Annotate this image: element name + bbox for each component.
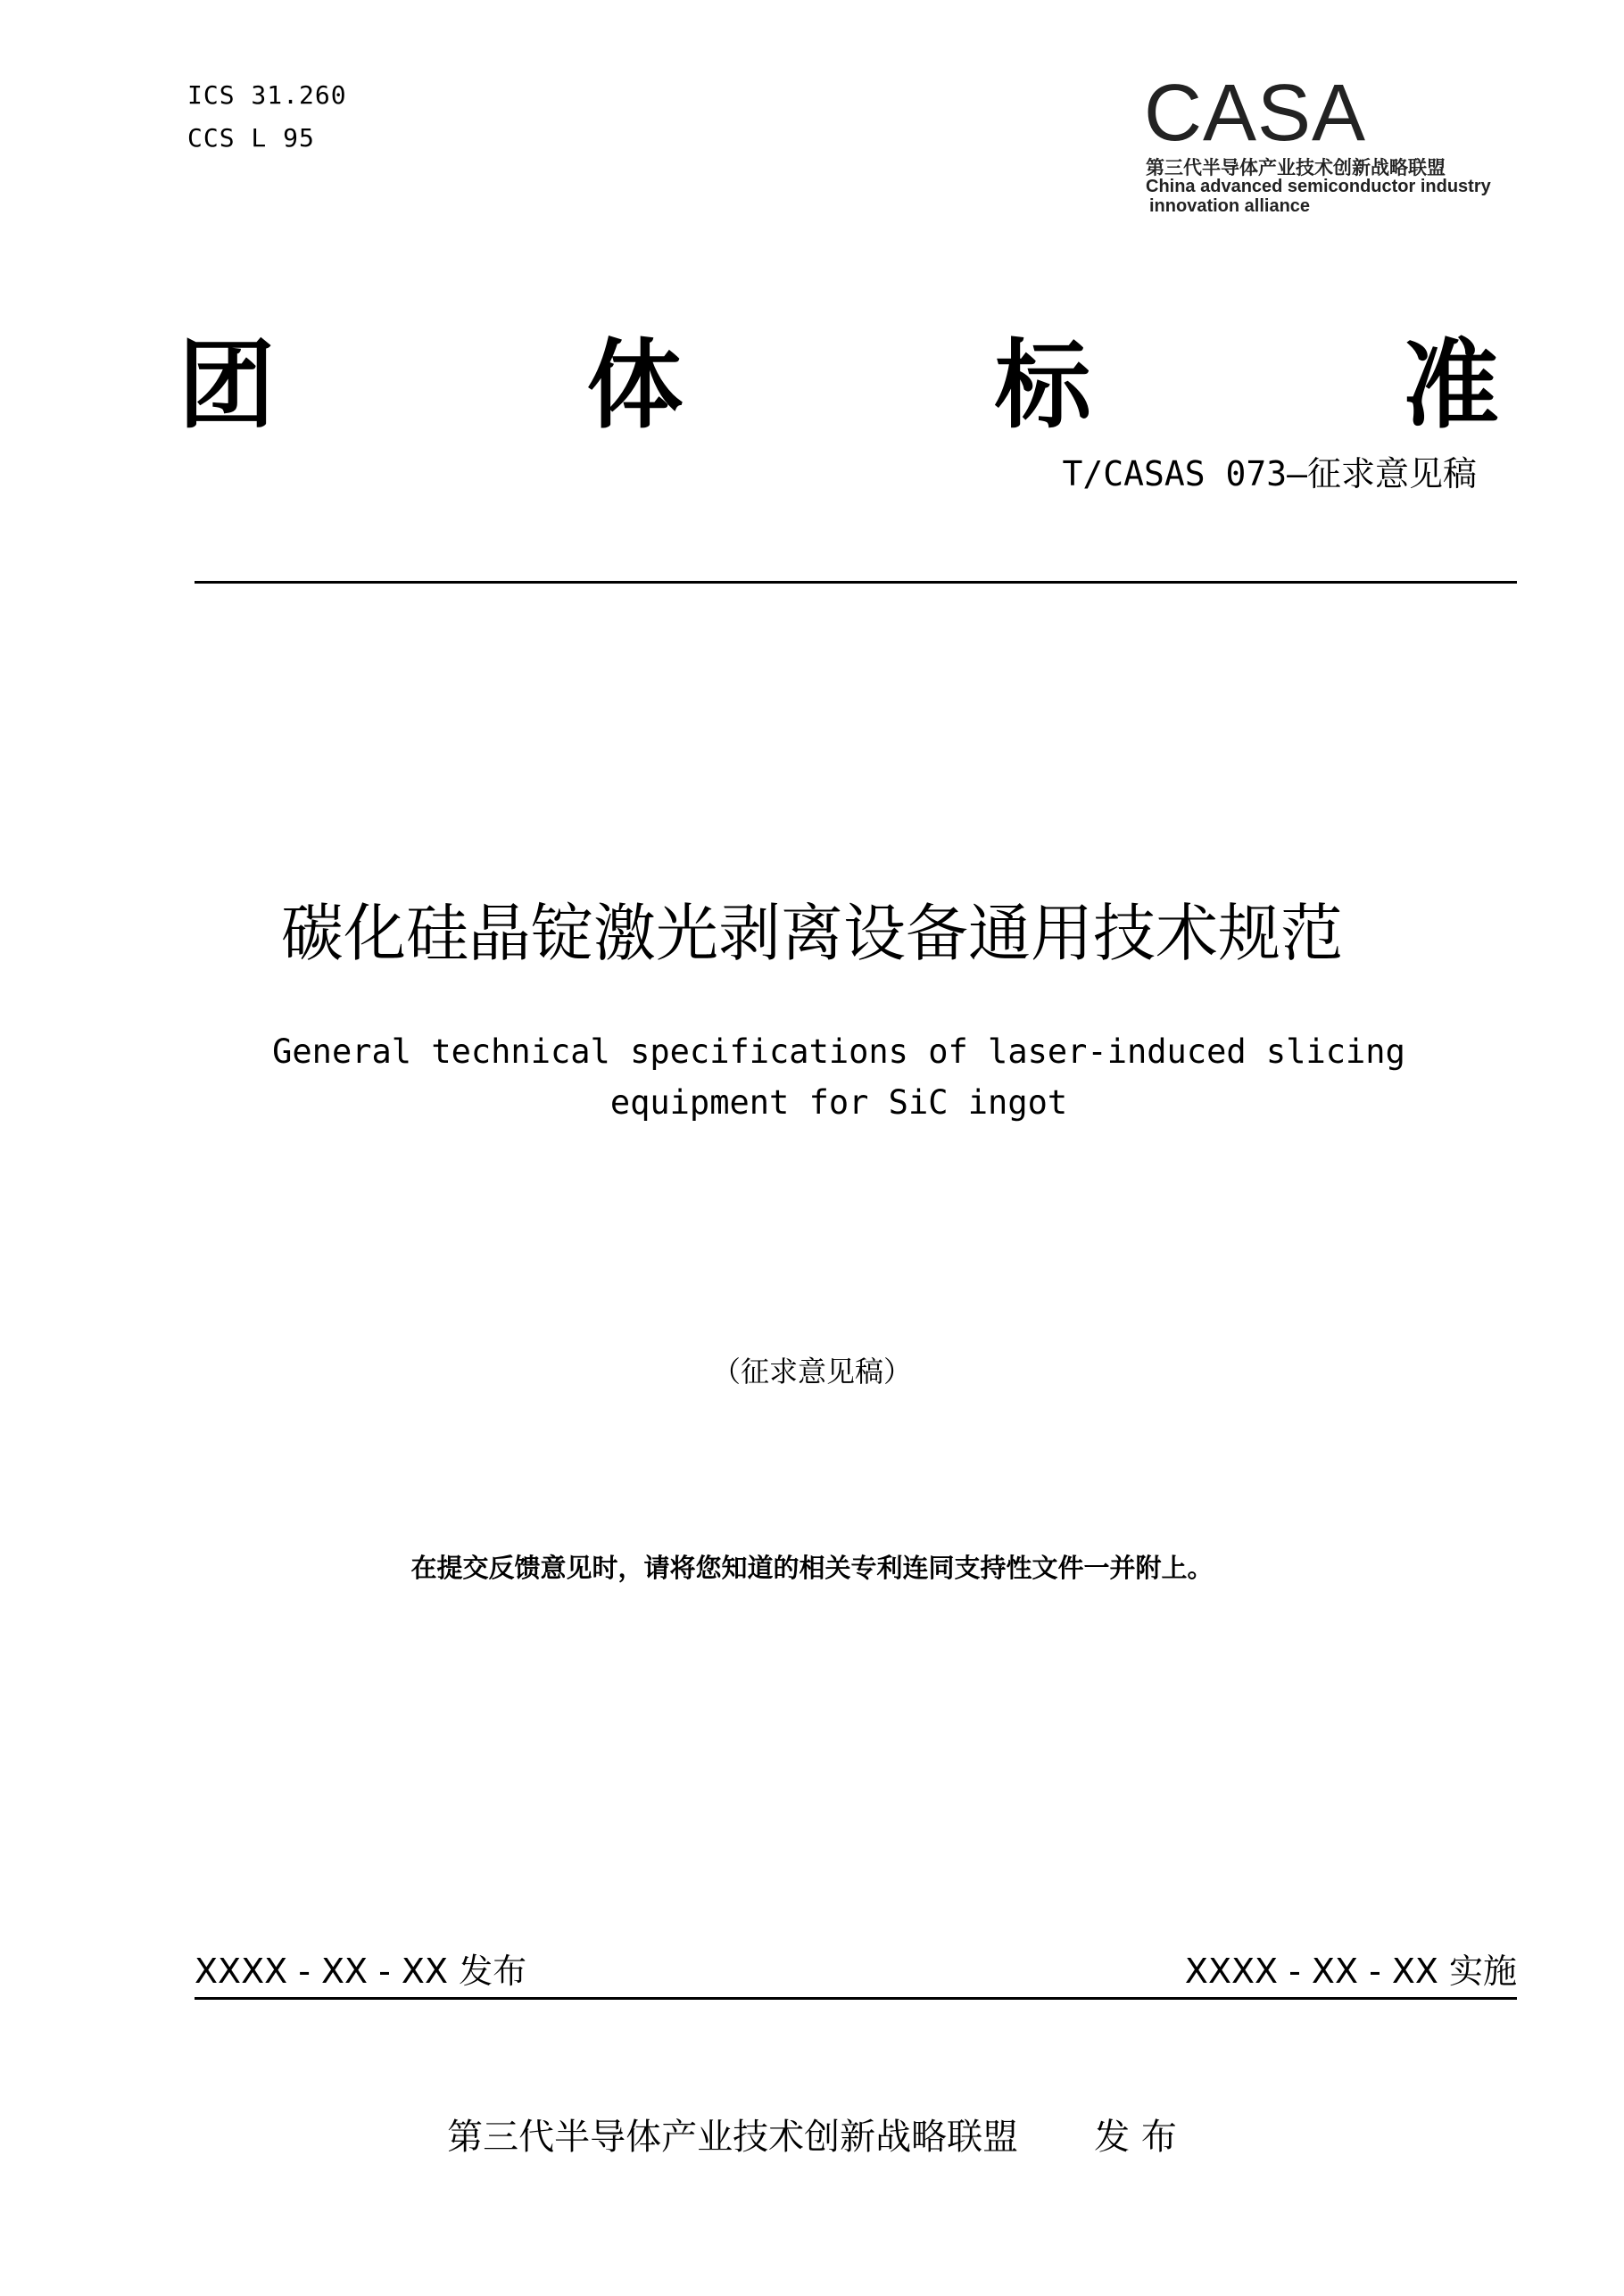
release-date: XXXX - XX - XX 发布: [195, 1952, 527, 1991]
publisher-name: 第三代半导体产业技术创新战略联盟: [447, 2117, 1019, 2158]
header-divider: [195, 581, 1517, 584]
logo-name-en-line2: innovation alliance: [1149, 196, 1311, 216]
document-title-en: General technical specifications of laser-induced slicing equipment for SiC ingot: [272, 1032, 1405, 1122]
standard-type-char: 体: [586, 329, 684, 442]
patent-notice: 在提交反馈意见时，请将您知道的相关专利连同支持性文件一并附上。: [410, 1553, 1214, 1583]
publish-word: 发 布: [1094, 2117, 1177, 2158]
standard-type-heading: [178, 308, 1499, 442]
document-title-cn: 碳化硅晶锭激光剥离设备通用技术规范: [281, 897, 1343, 970]
standard-type-char: 标: [994, 329, 1091, 442]
publisher-line: [0, 2109, 1624, 2159]
logo-brand-text: CASA: [1144, 69, 1367, 158]
ics-code: ICS 31.260: [187, 80, 347, 110]
standard-type-char: 准: [1402, 329, 1499, 442]
effective-date: XXXX - XX - XX 实施: [1184, 1952, 1517, 1991]
footer-divider: [195, 1997, 1517, 2000]
draft-label: （征求意见稿）: [711, 1355, 912, 1388]
standard-number: T/CASAS 073—征求意见稿: [1062, 454, 1477, 493]
logo-name-en-line1: China advanced semiconductor industry: [1146, 177, 1491, 196]
logo-name-cn: 第三代半导体产业技术创新战略联盟: [1146, 157, 1446, 178]
standard-type-char: 团: [178, 329, 276, 442]
ccs-code: CCS L 95: [187, 123, 315, 153]
